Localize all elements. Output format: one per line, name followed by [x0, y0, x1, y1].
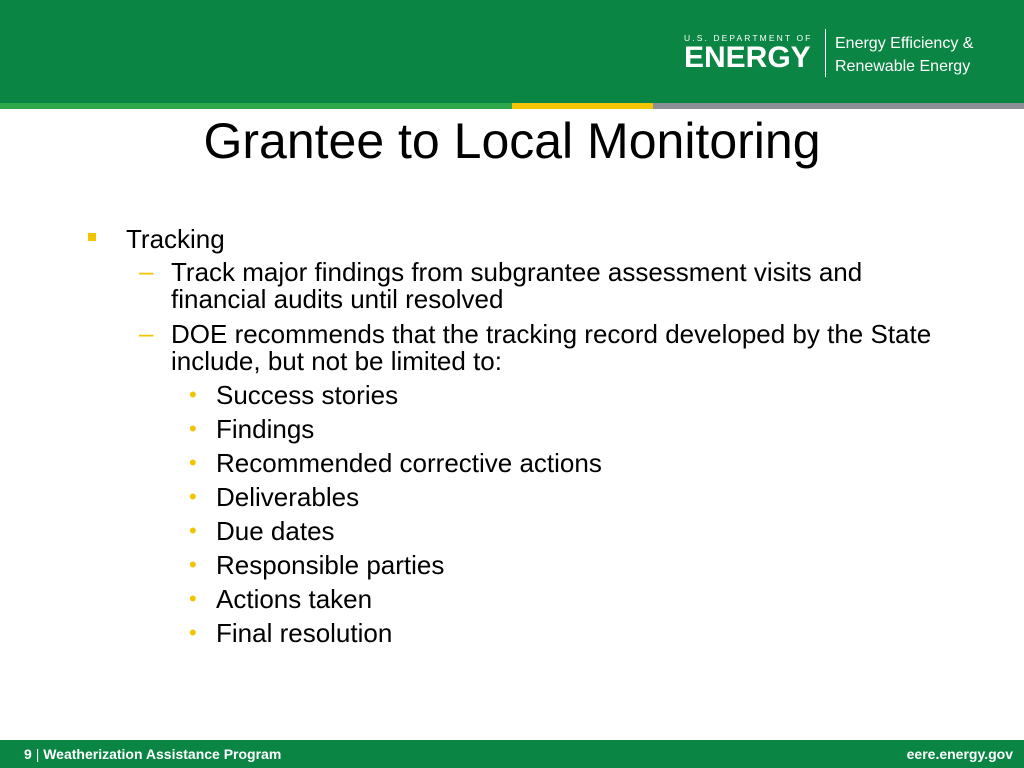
list-item: Actions taken	[216, 584, 373, 614]
doe-logo-small-text: U.S. DEPARTMENT OF	[684, 33, 813, 43]
footer-left	[24, 746, 281, 762]
list-item: Final resolution	[216, 618, 393, 648]
eere-logo-line2: Renewable Energy	[835, 58, 971, 75]
dot-bullet-icon: •	[189, 518, 197, 543]
dot-bullet-icon: •	[189, 416, 197, 441]
bullet-tracking: Tracking	[126, 224, 225, 254]
eere-logo	[835, 32, 973, 78]
dash-bullet-icon: –	[139, 318, 154, 348]
list-item: Findings	[216, 414, 315, 444]
sub-item-1: Track major findings from subgrantee assessment visits and financial audits until resolved	[171, 257, 863, 314]
slide-title: Grantee to Local Monitoring	[203, 113, 821, 169]
program-name: Weatherization Assistance Program	[43, 746, 282, 762]
dot-bullet-icon: •	[189, 450, 197, 475]
square-bullet-icon	[88, 233, 96, 241]
footer-separator: |	[35, 746, 40, 762]
dot-bullet-icon: •	[189, 620, 197, 645]
dot-bullet-icon: •	[189, 586, 197, 611]
sub-item-2: DOE recommends that the tracking record developed by the State include, but not be limited to:	[171, 319, 932, 376]
list-item: Success stories	[216, 380, 399, 410]
accent-stripe-green	[0, 103, 512, 109]
list-item: Deliverables	[216, 482, 360, 512]
dot-bullet-icon: •	[189, 484, 197, 509]
list-item: Due dates	[216, 516, 335, 546]
doe-logo	[684, 33, 814, 73]
accent-stripe-yellow	[512, 103, 653, 109]
doe-logo-wordmark: ENERGY	[684, 41, 811, 74]
accent-stripe-gray	[653, 103, 1024, 109]
dot-bullet-icon: •	[189, 552, 197, 577]
dash-bullet-icon: –	[139, 256, 154, 286]
logo-divider	[825, 29, 826, 77]
eere-logo-line1: Energy Efficiency &	[835, 35, 974, 52]
footer-bar	[0, 740, 1024, 768]
list-item: Recommended corrective actions	[216, 448, 602, 478]
page-number: 9	[24, 746, 32, 762]
dot-bullet-icon: •	[189, 382, 197, 407]
list-item: Responsible parties	[216, 550, 445, 580]
footer-website: eere.energy.gov	[906, 746, 1013, 762]
